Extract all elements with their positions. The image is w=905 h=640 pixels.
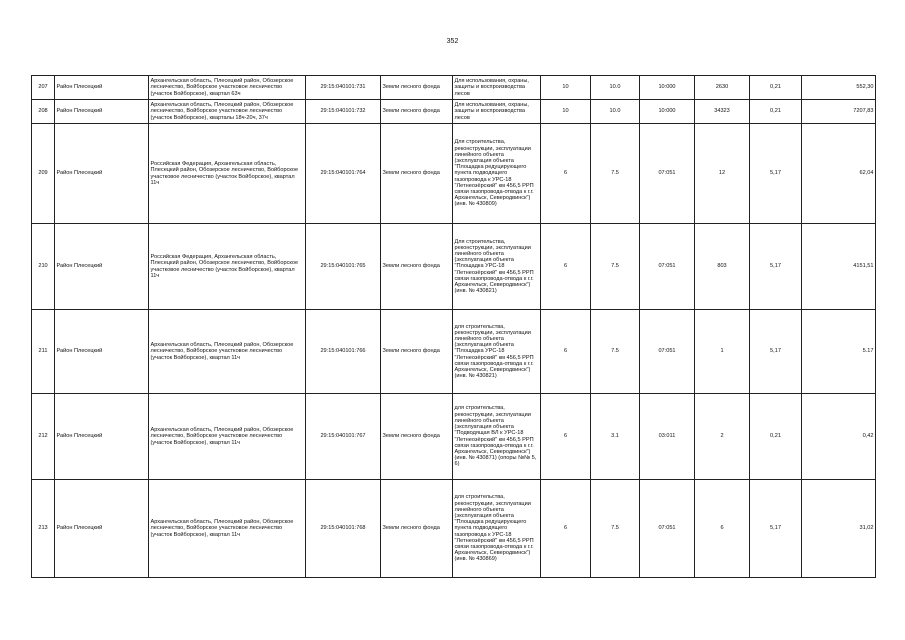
land-category-cell: Земли лесного фонда xyxy=(381,76,453,100)
row-number-cell: 212 xyxy=(32,394,55,480)
permitted-use-cell: для строительства, реконструкции, эксплуатации линейного объекта (эксплуатация объекта "Площадка редуцирующего пункта подводящего газопровода к УРС-18 "Летнеозёрский" км 456,5 РРП связи газопровода-отвода к г.г. Архангельск, Северодвинск") (инв. № 430869) xyxy=(453,480,541,578)
value-cell-4: 803 xyxy=(695,224,750,310)
row-number-cell: 211 xyxy=(32,310,55,394)
value-cell-2: 3.1 xyxy=(591,394,640,480)
table-row xyxy=(32,224,876,310)
table-row xyxy=(32,124,876,224)
value-cell-3: 03:011 xyxy=(640,394,695,480)
permitted-use-cell: для строительства, реконструкции, эксплуатации линейного объекта (эксплуатация объекта "Подводящая ВЛ к УРС-18 "Летнеозёрский" км 456,5 РРП связи газопровода-отвода к г.г. Архангельск, Северодвинск") (инв. № 430871) (опоры №№ 5, 6) xyxy=(453,394,541,480)
value-cell-4: 6 xyxy=(695,480,750,578)
land-category-cell: Земли лесного фонда xyxy=(381,480,453,578)
table-row xyxy=(32,394,876,480)
value-cell-5: 0,21 xyxy=(750,76,802,100)
district-cell: Район Плесецкий xyxy=(55,480,149,578)
value-cell-3: 10:000 xyxy=(640,76,695,100)
district-cell: Район Плесецкий xyxy=(55,224,149,310)
location-cell: Архангельская область, Плесецкий район, Обозерское лесничество, Войборское участковое лесничество (участок Войборское), квартал 11ч xyxy=(149,480,306,578)
value-cell-6: 552,30 xyxy=(802,76,876,100)
cadastral-number-cell: 29:15:040101:765 xyxy=(306,224,381,310)
value-cell-2: 7.5 xyxy=(591,310,640,394)
cadastral-number-cell: 29:15:040101:732 xyxy=(306,100,381,124)
land-category-cell: Земли лесного фонда xyxy=(381,224,453,310)
location-cell: Архангельская область, Плесецкий район, Обозерское лесничество, Войборское участковое лесничество (участок Войборское), квартал 63ч xyxy=(149,76,306,100)
value-cell-5: 0,21 xyxy=(750,394,802,480)
row-number-cell: 213 xyxy=(32,480,55,578)
district-cell: Район Плесецкий xyxy=(55,100,149,124)
value-cell-1: 6 xyxy=(541,124,591,224)
value-cell-6: 31,02 xyxy=(802,480,876,578)
table-row xyxy=(32,100,876,124)
value-cell-6: 0,42 xyxy=(802,394,876,480)
cadastral-number-cell: 29:15:040101:731 xyxy=(306,76,381,100)
row-number-cell: 210 xyxy=(32,224,55,310)
value-cell-5: 5,17 xyxy=(750,224,802,310)
land-category-cell: Земли лесного фонда xyxy=(381,100,453,124)
cadastral-number-cell: 29:15:040101:764 xyxy=(306,124,381,224)
cadastral-number-cell: 29:15:040101:766 xyxy=(306,310,381,394)
value-cell-2: 7.5 xyxy=(591,480,640,578)
land-category-cell: Земли лесного фонда xyxy=(381,394,453,480)
value-cell-4: 2 xyxy=(695,394,750,480)
location-cell: Архангельская область, Плесецкий район, Обозерское лесничество, Войборское участковое лесничество (участок Войборское), квартал 11ч xyxy=(149,310,306,394)
value-cell-4: 34323 xyxy=(695,100,750,124)
value-cell-2: 7.5 xyxy=(591,224,640,310)
district-cell: Район Плесецкий xyxy=(55,394,149,480)
value-cell-1: 6 xyxy=(541,480,591,578)
value-cell-6: 7207,83 xyxy=(802,100,876,124)
district-cell: Район Плесецкий xyxy=(55,124,149,224)
permitted-use-cell: Для использования, охраны, защиты и воспроизводства лесов xyxy=(453,76,541,100)
cadastral-number-cell: 29:15:040101:767 xyxy=(306,394,381,480)
permitted-use-cell: Для строительства, реконструкции, эксплуатации линейного объекта (эксплуатация объекта "Площадка УРС-18 "Летнеозёрский" км 456,5 РРП связи газопровода-отвода к г.г. Архангельск, Северодвинск") (инв. № 430821) xyxy=(453,224,541,310)
page-number: 352 xyxy=(446,38,459,45)
land-category-cell: Земли лесного фонда xyxy=(381,310,453,394)
value-cell-5: 5,17 xyxy=(750,480,802,578)
district-cell: Район Плесецкий xyxy=(55,310,149,394)
value-cell-1: 6 xyxy=(541,224,591,310)
location-cell: Архангельская область, Плесецкий район, Обозерское лесничество, Войборское участковое лесничество (участок Войборское), кварталы 18ч-20ч, 37ч xyxy=(149,100,306,124)
table-row xyxy=(32,480,876,578)
value-cell-1: 10 xyxy=(541,76,591,100)
row-number-cell: 208 xyxy=(32,100,55,124)
value-cell-5: 0,21 xyxy=(750,100,802,124)
value-cell-3: 07:051 xyxy=(640,224,695,310)
value-cell-1: 6 xyxy=(541,310,591,394)
value-cell-5: 5,17 xyxy=(750,124,802,224)
permitted-use-cell: Для строительства, реконструкции, эксплуатации линейного объекта (эксплуатация объекта "Площадка редуцирующего пункта подводящего газопровода к УРС-18 "Летнеозёрский" км 456,5 РРП связи газопровода-отвода к г.г. Архангельск, Северодвинск") (инв. № 430809) xyxy=(453,124,541,224)
value-cell-2: 10.0 xyxy=(591,76,640,100)
value-cell-1: 10 xyxy=(541,100,591,124)
row-number-cell: 207 xyxy=(32,76,55,100)
value-cell-4: 2630 xyxy=(695,76,750,100)
row-number-cell: 209 xyxy=(32,124,55,224)
value-cell-2: 7.5 xyxy=(591,124,640,224)
value-cell-4: 12 xyxy=(695,124,750,224)
value-cell-6: 5.17 xyxy=(802,310,876,394)
land-category-cell: Земли лесного фонда xyxy=(381,124,453,224)
location-cell: Российская Федерация, Архангельская область, Плесецкий район, Обозерское лесничество, Войборское участковое лесничество (участок Войборское), квартал 11ч xyxy=(149,224,306,310)
permitted-use-cell: для строительства, реконструкции, эксплуатации линейного объекта (эксплуатация объекта "Площадка УРС-18 "Летнеозёрский" км 456,5 РРП связи газопровода-отвода к г.г. Архангельск, Северодвинск") (инв. № 430821) xyxy=(453,310,541,394)
district-cell: Район Плесецкий xyxy=(55,76,149,100)
cadastral-number-cell: 29:15:040101:768 xyxy=(306,480,381,578)
value-cell-4: 1 xyxy=(695,310,750,394)
value-cell-1: 6 xyxy=(541,394,591,480)
value-cell-3: 07:051 xyxy=(640,310,695,394)
table-row xyxy=(32,310,876,394)
value-cell-6: 4151,51 xyxy=(802,224,876,310)
location-cell: Архангельская область, Плесецкий район, Обозерское лесничество, Войборское участковое лесничество (участок Войборское), квартал 11ч xyxy=(149,394,306,480)
table-row xyxy=(32,76,876,100)
permitted-use-cell: Для использования, охраны, защиты и воспроизводства лесов xyxy=(453,100,541,124)
value-cell-2: 10.0 xyxy=(591,100,640,124)
value-cell-5: 5,17 xyxy=(750,310,802,394)
value-cell-3: 10:000 xyxy=(640,100,695,124)
value-cell-3: 07:051 xyxy=(640,124,695,224)
location-cell: Российская Федерация, Архангельская область, Плесецкий район, Обозерское лесничество, Войборское участковое лесничество (участок Войборское), квартал 11ч xyxy=(149,124,306,224)
value-cell-6: 62,04 xyxy=(802,124,876,224)
land-registry-table xyxy=(31,75,876,578)
value-cell-3: 07:051 xyxy=(640,480,695,578)
